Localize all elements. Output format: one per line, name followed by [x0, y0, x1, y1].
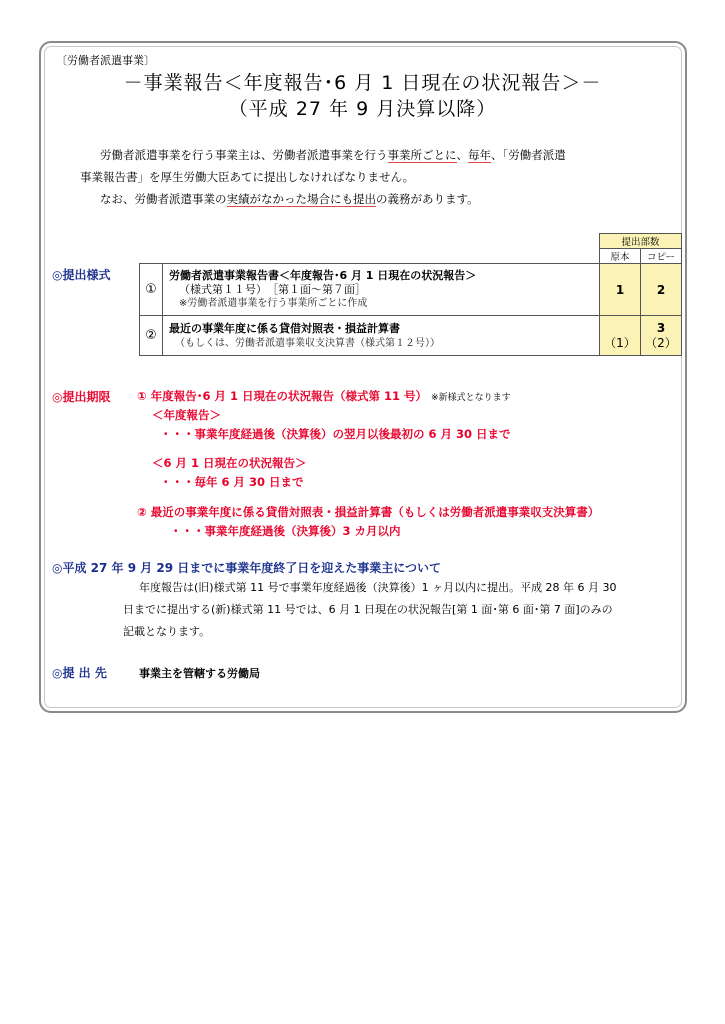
intro-line-2: 事業報告書」を厚生労働大臣あてに提出しなければなりません。: [80, 170, 415, 184]
original-count-alt: （1）: [604, 335, 636, 350]
intro-text: 、: [456, 148, 468, 162]
table-row: [140, 264, 682, 316]
original-header: 原本: [600, 249, 641, 264]
transition-heading: ◎平成 27 年 9 月 29 日までに事業年度終了日を迎えた事業主について: [52, 561, 442, 575]
intro-emphasis: 事業所ごとに: [387, 148, 457, 162]
original-count: 1: [600, 264, 641, 316]
page-title: －事業報告＜年度報告･6 月 1 日現在の状況報告＞－: [123, 72, 602, 94]
annual-report-deadline: ・・・事業年度経過後（決算後）の翌月以後最初の 6 月 30 日まで: [160, 427, 511, 441]
form-description: [163, 316, 600, 356]
intro-text: なお、労働者派遣事業の: [100, 192, 227, 206]
june-report-label: ＜6 月 1 日現在の状況報告＞: [152, 456, 307, 470]
deadline-item-2-text: ・・・事業年度経過後（決算後）3 カ月以内: [170, 524, 401, 538]
copies-header: 提出部数: [600, 234, 682, 249]
deadline-item-1: [137, 388, 511, 404]
intro-emphasis: 実績がなかった場合にも提出: [226, 192, 376, 206]
deadline-item-2: ② 最近の事業年度に係る貸借対照表・損益計算書（もしくは労働者派遣事業収支決算書）: [137, 505, 600, 519]
row-number: ①: [140, 264, 163, 316]
intro-text: 、「労働者派遣: [491, 148, 566, 162]
deadline-item-1-text: ① 年度報告･6 月 1 日現在の状況報告（様式第 11 号）: [137, 389, 428, 403]
form-title: 最近の事業年度に係る貸借対照表・損益計算書: [169, 321, 400, 335]
row-number: ②: [140, 316, 163, 356]
destination-heading: ◎提 出 先: [52, 666, 107, 680]
copy-header: コピー: [641, 249, 682, 264]
destination-text: 事業主を管轄する労働局: [139, 667, 260, 680]
intro-line-3: [100, 188, 479, 210]
forms-heading: ◎提出様式: [52, 268, 111, 282]
category-label: 〔労働者派遣事業〕: [56, 54, 155, 67]
intro-line-1: [100, 144, 566, 166]
transition-line-2: 日までに提出する(新)様式第 11 号では、6 月 1 日現在の状況報告[第 1 面･第 6 面･第 7 面]のみの: [123, 603, 613, 616]
copy-count: 2: [641, 264, 682, 316]
intro-emphasis: 毎年: [468, 148, 491, 162]
original-count-main: [600, 321, 640, 336]
forms-table: [139, 233, 682, 356]
form-subtitle: （もしくは、労働者派遣事業収支決算書（様式第１２号））: [175, 337, 440, 349]
copy-count-alt: （2）: [645, 335, 677, 350]
deadline-heading: ◎提出期限: [52, 390, 111, 404]
deadline-item-1-note: ※新様式となります: [431, 393, 511, 403]
original-count: [600, 316, 641, 356]
form-note: ※労働者派遣事業を行う事業所ごとに作成: [179, 297, 368, 309]
copy-count: [641, 316, 682, 356]
form-subtitle: （様式第１１号） ［第１面～第７面］: [179, 282, 366, 296]
intro-text: 労働者派遣事業を行う事業主は、労働者派遣事業を行う: [100, 148, 388, 162]
june-report-deadline: ・・・毎年 6 月 30 日まで: [160, 475, 304, 489]
transition-line-1: 年度報告は(旧)様式第 11 号で事業年度経過後（決算後）1 ヶ月以内に提出。平成 28 年 6 月 30: [139, 581, 617, 594]
copy-count-main: 3: [656, 320, 666, 335]
annual-report-label: ＜年度報告＞: [152, 408, 221, 422]
form-description: [163, 264, 600, 316]
form-title: 労働者派遣事業報告書＜年度報告･6 月 1 日現在の状況報告＞: [169, 268, 477, 282]
transition-line-3: 記載となります。: [123, 625, 211, 638]
intro-text: の義務があります。: [376, 192, 479, 206]
page-subtitle: （平成 27 年 9 月決算以降）: [228, 98, 497, 120]
table-row: [140, 316, 682, 356]
